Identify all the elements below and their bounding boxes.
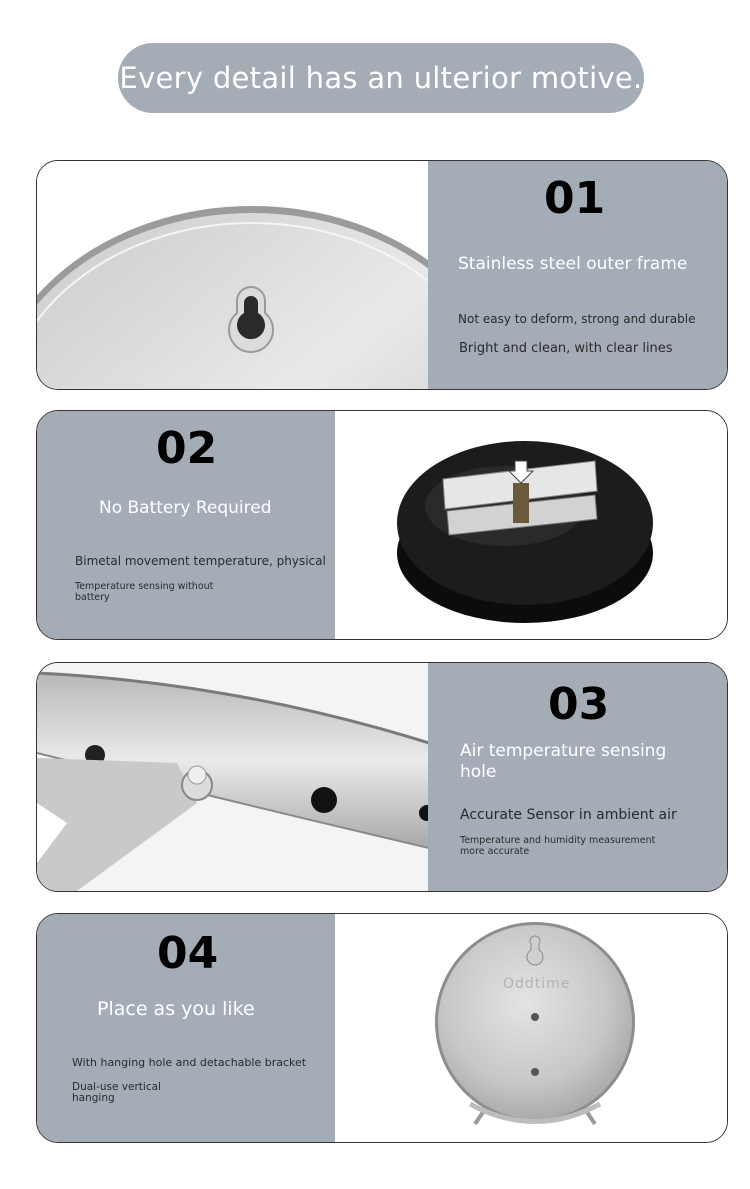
feature-number: 04 <box>157 928 219 979</box>
feature-card-03 <box>36 662 728 892</box>
feature-card-04 <box>36 913 728 1143</box>
feature-number: 01 <box>544 173 606 224</box>
feature-line: Accurate Sensor in ambient air <box>460 807 677 823</box>
feature-line: Bimetal movement temperature, physical <box>75 554 326 568</box>
feature-number: 03 <box>548 679 610 730</box>
brand-logo: Oddtime <box>503 976 571 992</box>
steel-frame-photo <box>37 161 429 389</box>
feature-title-line: hole <box>460 762 497 782</box>
feature-panel-03 <box>428 663 727 891</box>
feature-panel-02 <box>37 411 335 639</box>
feature-note <box>75 581 213 603</box>
feature-line: Bright and clean, with clear lines <box>459 341 673 356</box>
feature-title: Place as you like <box>97 998 255 1020</box>
headline-text: Every detail has an ulterior motive. <box>119 61 643 95</box>
feature-title: No Battery Required <box>99 498 272 518</box>
sensing-hole-photo <box>37 663 429 891</box>
feature-note-line: battery <box>75 592 110 603</box>
feature-note-line: more accurate <box>460 846 530 857</box>
feature-panel-01 <box>428 161 727 389</box>
feature-panel-04 <box>37 914 335 1142</box>
stand-photo <box>335 914 727 1142</box>
feature-line: With hanging hole and detachable bracket <box>72 1056 307 1069</box>
headline-banner <box>118 43 644 113</box>
feature-note-line: Temperature sensing without <box>75 581 214 592</box>
feature-title-line: Air temperature sensing <box>460 741 667 761</box>
feature-note-line: Temperature and humidity measurement <box>460 835 656 846</box>
feature-title <box>460 741 666 783</box>
feature-number: 02 <box>156 423 218 474</box>
feature-note-line: Dual-use vertical <box>72 1081 161 1093</box>
feature-title: Stainless steel outer frame <box>458 254 688 274</box>
feature-line: Not easy to deform, strong and durable <box>458 312 696 326</box>
feature-card-01 <box>36 160 728 390</box>
feature-note-line: hanging <box>72 1092 115 1104</box>
feature-card-02 <box>36 410 728 640</box>
feature-note <box>72 1082 161 1104</box>
feature-note <box>460 835 655 857</box>
movement-photo <box>335 411 727 639</box>
